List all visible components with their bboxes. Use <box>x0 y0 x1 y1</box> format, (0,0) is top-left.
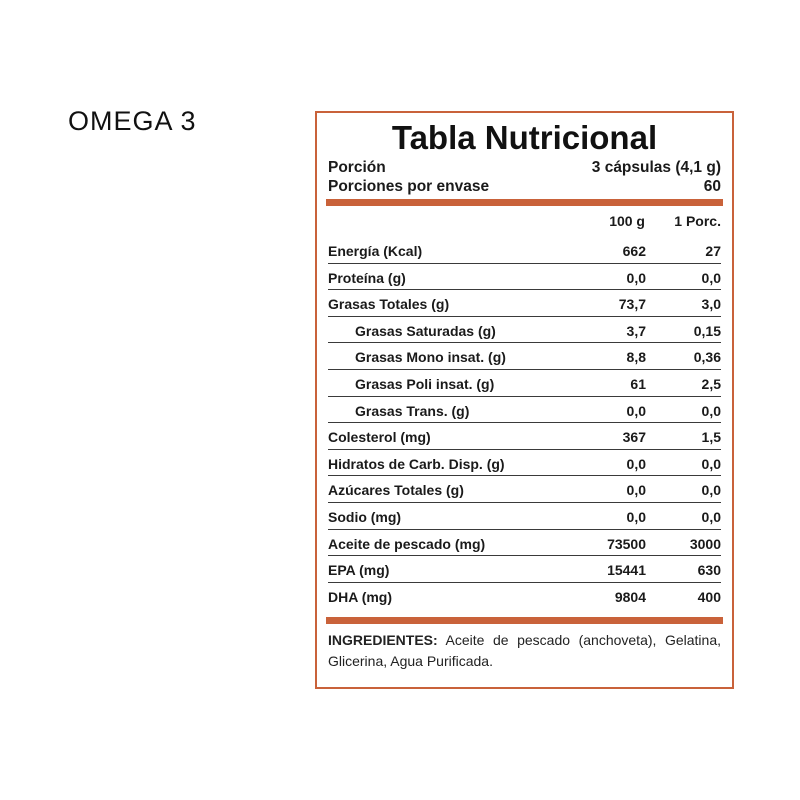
value-per-portion: 630 <box>697 562 721 579</box>
value-per-portion: 0,15 <box>693 322 721 339</box>
value-per-portion: 0,0 <box>701 402 721 419</box>
value-per-100g: 0,0 <box>626 482 646 499</box>
value-per-portion: 400 <box>697 588 721 605</box>
table-row <box>328 317 721 344</box>
table-row <box>328 237 721 264</box>
nutrient-name: Sodio (mg) <box>328 508 402 525</box>
value-per-100g: 8,8 <box>626 349 646 366</box>
value-per-100g: 662 <box>622 243 646 259</box>
nutrient-name: Colesterol (mg) <box>328 429 431 446</box>
value-per-portion: 3,0 <box>701 296 721 313</box>
table-row <box>328 423 721 450</box>
value-per-100g: 0,0 <box>626 455 646 472</box>
value-per-100g: 9804 <box>614 588 646 605</box>
value-per-portion: 27 <box>705 243 721 259</box>
column-header-100g: 100 g <box>609 213 645 229</box>
value-per-portion: 0,0 <box>701 269 721 286</box>
serving-size-value: 3 cápsulas (4,1 g) <box>591 159 721 176</box>
servings-per-container-row <box>328 178 721 196</box>
table-row <box>328 556 721 583</box>
serving-size-row <box>328 159 721 177</box>
nutrient-name: Grasas Totales (g) <box>328 296 450 313</box>
value-per-portion: 0,0 <box>701 508 721 525</box>
table-row <box>328 397 721 424</box>
value-per-100g: 61 <box>630 375 646 392</box>
ingredients-label: INGREDIENTES: <box>328 632 438 648</box>
nutrient-name: Grasas Mono insat. (g) <box>355 349 506 366</box>
ingredients-list: Aceite de pescado (anchoveta), Gelatina, Glicerina, Agua Purificada. <box>328 632 721 669</box>
value-per-100g: 3,7 <box>626 322 646 339</box>
nutrient-name: Grasas Trans. (g) <box>355 402 470 419</box>
value-per-portion: 0,0 <box>701 482 721 499</box>
value-per-100g: 73,7 <box>618 296 646 313</box>
value-per-portion: 1,5 <box>701 429 721 446</box>
table-row <box>328 476 721 503</box>
nutrient-name: Grasas Poli insat. (g) <box>355 375 495 392</box>
column-header-portion: 1 Porc. <box>674 213 721 229</box>
value-per-100g: 73500 <box>607 535 646 552</box>
nutrition-label <box>315 111 734 689</box>
serving-size-label: Porción <box>328 159 386 176</box>
value-per-portion: 0,0 <box>701 455 721 472</box>
table-row <box>328 370 721 397</box>
servings-per-container-value: 60 <box>703 178 721 195</box>
nutrient-name: Azúcares Totales (g) <box>328 482 464 499</box>
label-title: Tabla Nutricional <box>391 119 658 156</box>
nutrient-name: Energía (Kcal) <box>328 243 423 259</box>
value-per-portion: 3000 <box>689 535 721 552</box>
top-divider-bar <box>326 199 723 206</box>
value-per-100g: 0,0 <box>626 269 646 286</box>
nutrient-name: EPA (mg) <box>328 562 390 579</box>
value-per-100g: 0,0 <box>626 402 646 419</box>
nutrient-name: Proteína (g) <box>328 269 406 286</box>
nutrient-name: DHA (mg) <box>328 588 393 605</box>
table-row <box>328 583 721 610</box>
table-row <box>328 290 721 317</box>
value-per-100g: 15441 <box>607 562 646 579</box>
nutrient-name: Grasas Saturadas (g) <box>355 322 496 339</box>
bottom-divider-bar <box>326 617 723 624</box>
nutrient-rows <box>328 237 721 609</box>
table-row <box>328 450 721 477</box>
table-row <box>328 530 721 557</box>
value-per-portion: 2,5 <box>701 375 721 392</box>
servings-per-container-label: Porciones por envase <box>328 178 490 195</box>
nutrient-name: Hidratos de Carb. Disp. (g) <box>328 455 505 472</box>
table-row <box>328 264 721 291</box>
nutrient-name: Aceite de pescado (mg) <box>328 535 486 552</box>
ingredients-text <box>328 630 721 672</box>
table-row <box>328 503 721 530</box>
value-per-100g: 367 <box>622 429 646 446</box>
value-per-portion: 0,36 <box>693 349 721 366</box>
product-name: OMEGA 3 <box>68 106 197 136</box>
table-row <box>328 343 721 370</box>
value-per-100g: 0,0 <box>626 508 646 525</box>
